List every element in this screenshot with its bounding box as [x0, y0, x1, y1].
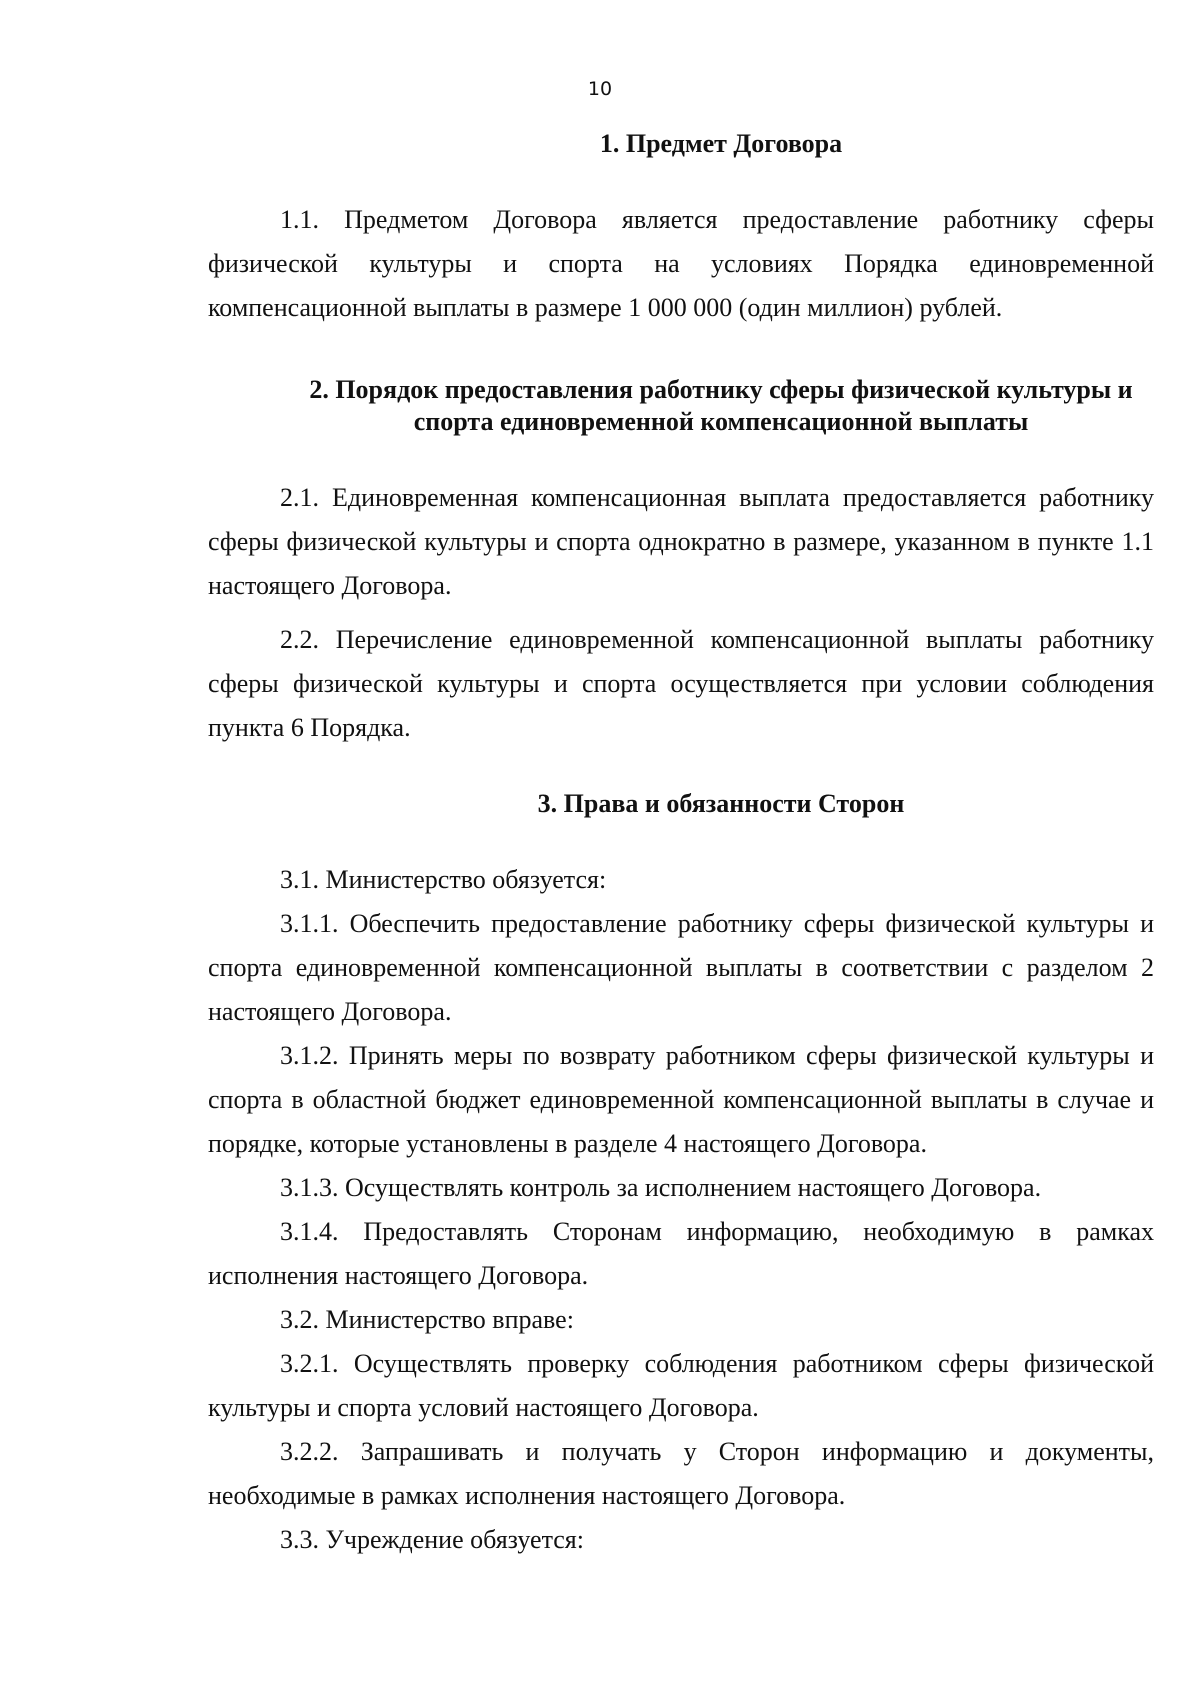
section-2-heading-line1: 2. Порядок предоставления работнику сферы физической культуры и: [309, 375, 1133, 404]
paragraph-3-1: 3.1. Министерство обязуется:: [280, 865, 607, 894]
paragraph-3-1-1: 3.1.1. Обеспечить предоставление работнику сферы физической культуры и спорта единовременной компенсационной выплаты в соответствии с разделом 2 настоящего Договора.: [208, 909, 1154, 1026]
section-1-heading: 1. Предмет Договора: [599, 129, 843, 158]
page-number: 10: [587, 78, 613, 100]
paragraph-1-1: 1.1. Предметом Договора является предоставление работнику сферы физической культуры и спорта на условиях Порядка единовременной компенсационной выплаты в размере 1 000 000 (один миллион) рублей.: [208, 205, 1154, 322]
paragraph-3-3: 3.3. Учреждение обязуется:: [280, 1525, 584, 1554]
paragraph-3-1-4: 3.1.4. Предоставлять Сторонам информацию, необходимую в рамках исполнения настоящего Договора.: [208, 1217, 1154, 1290]
paragraph-2-1: 2.1. Единовременная компенсационная выплата предоставляется работнику сферы физической культуры и спорта однократно в размере, указанном в пункте 1.1 настоящего Договора.: [208, 483, 1154, 600]
paragraph-3-1-2: 3.1.2. Принять меры по возврату работником сферы физической культуры и спорта в областной бюджет единовременной компенсационной выплаты в случае и порядке, которые установлены в разделе 4 настоящего Договора.: [208, 1041, 1154, 1158]
paragraph-2-2: 2.2. Перечисление единовременной компенсационной выплаты работнику сферы физической культуры и спорта осуществляется при условии соблюдения пункта 6 Порядка.: [208, 625, 1154, 742]
section-3-heading: 3. Права и обязанности Сторон: [537, 789, 905, 818]
document-body: [208, 128, 1154, 1562]
section-2-heading-line2: спорта единовременной компенсационной выплаты: [413, 407, 1029, 436]
paragraph-3-2-1: 3.2.1. Осуществлять проверку соблюдения работником сферы физической культуры и спорта условий настоящего Договора.: [208, 1349, 1154, 1422]
paragraph-3-2-2: 3.2.2. Запрашивать и получать у Сторон информацию и документы, необходимые в рамках исполнения настоящего Договора.: [208, 1437, 1154, 1510]
paragraph-3-1-3: 3.1.3. Осуществлять контроль за исполнением настоящего Договора.: [280, 1173, 1042, 1202]
section-2-heading: [208, 374, 1154, 438]
paragraph-3-2: 3.2. Министерство вправе:: [280, 1305, 574, 1334]
